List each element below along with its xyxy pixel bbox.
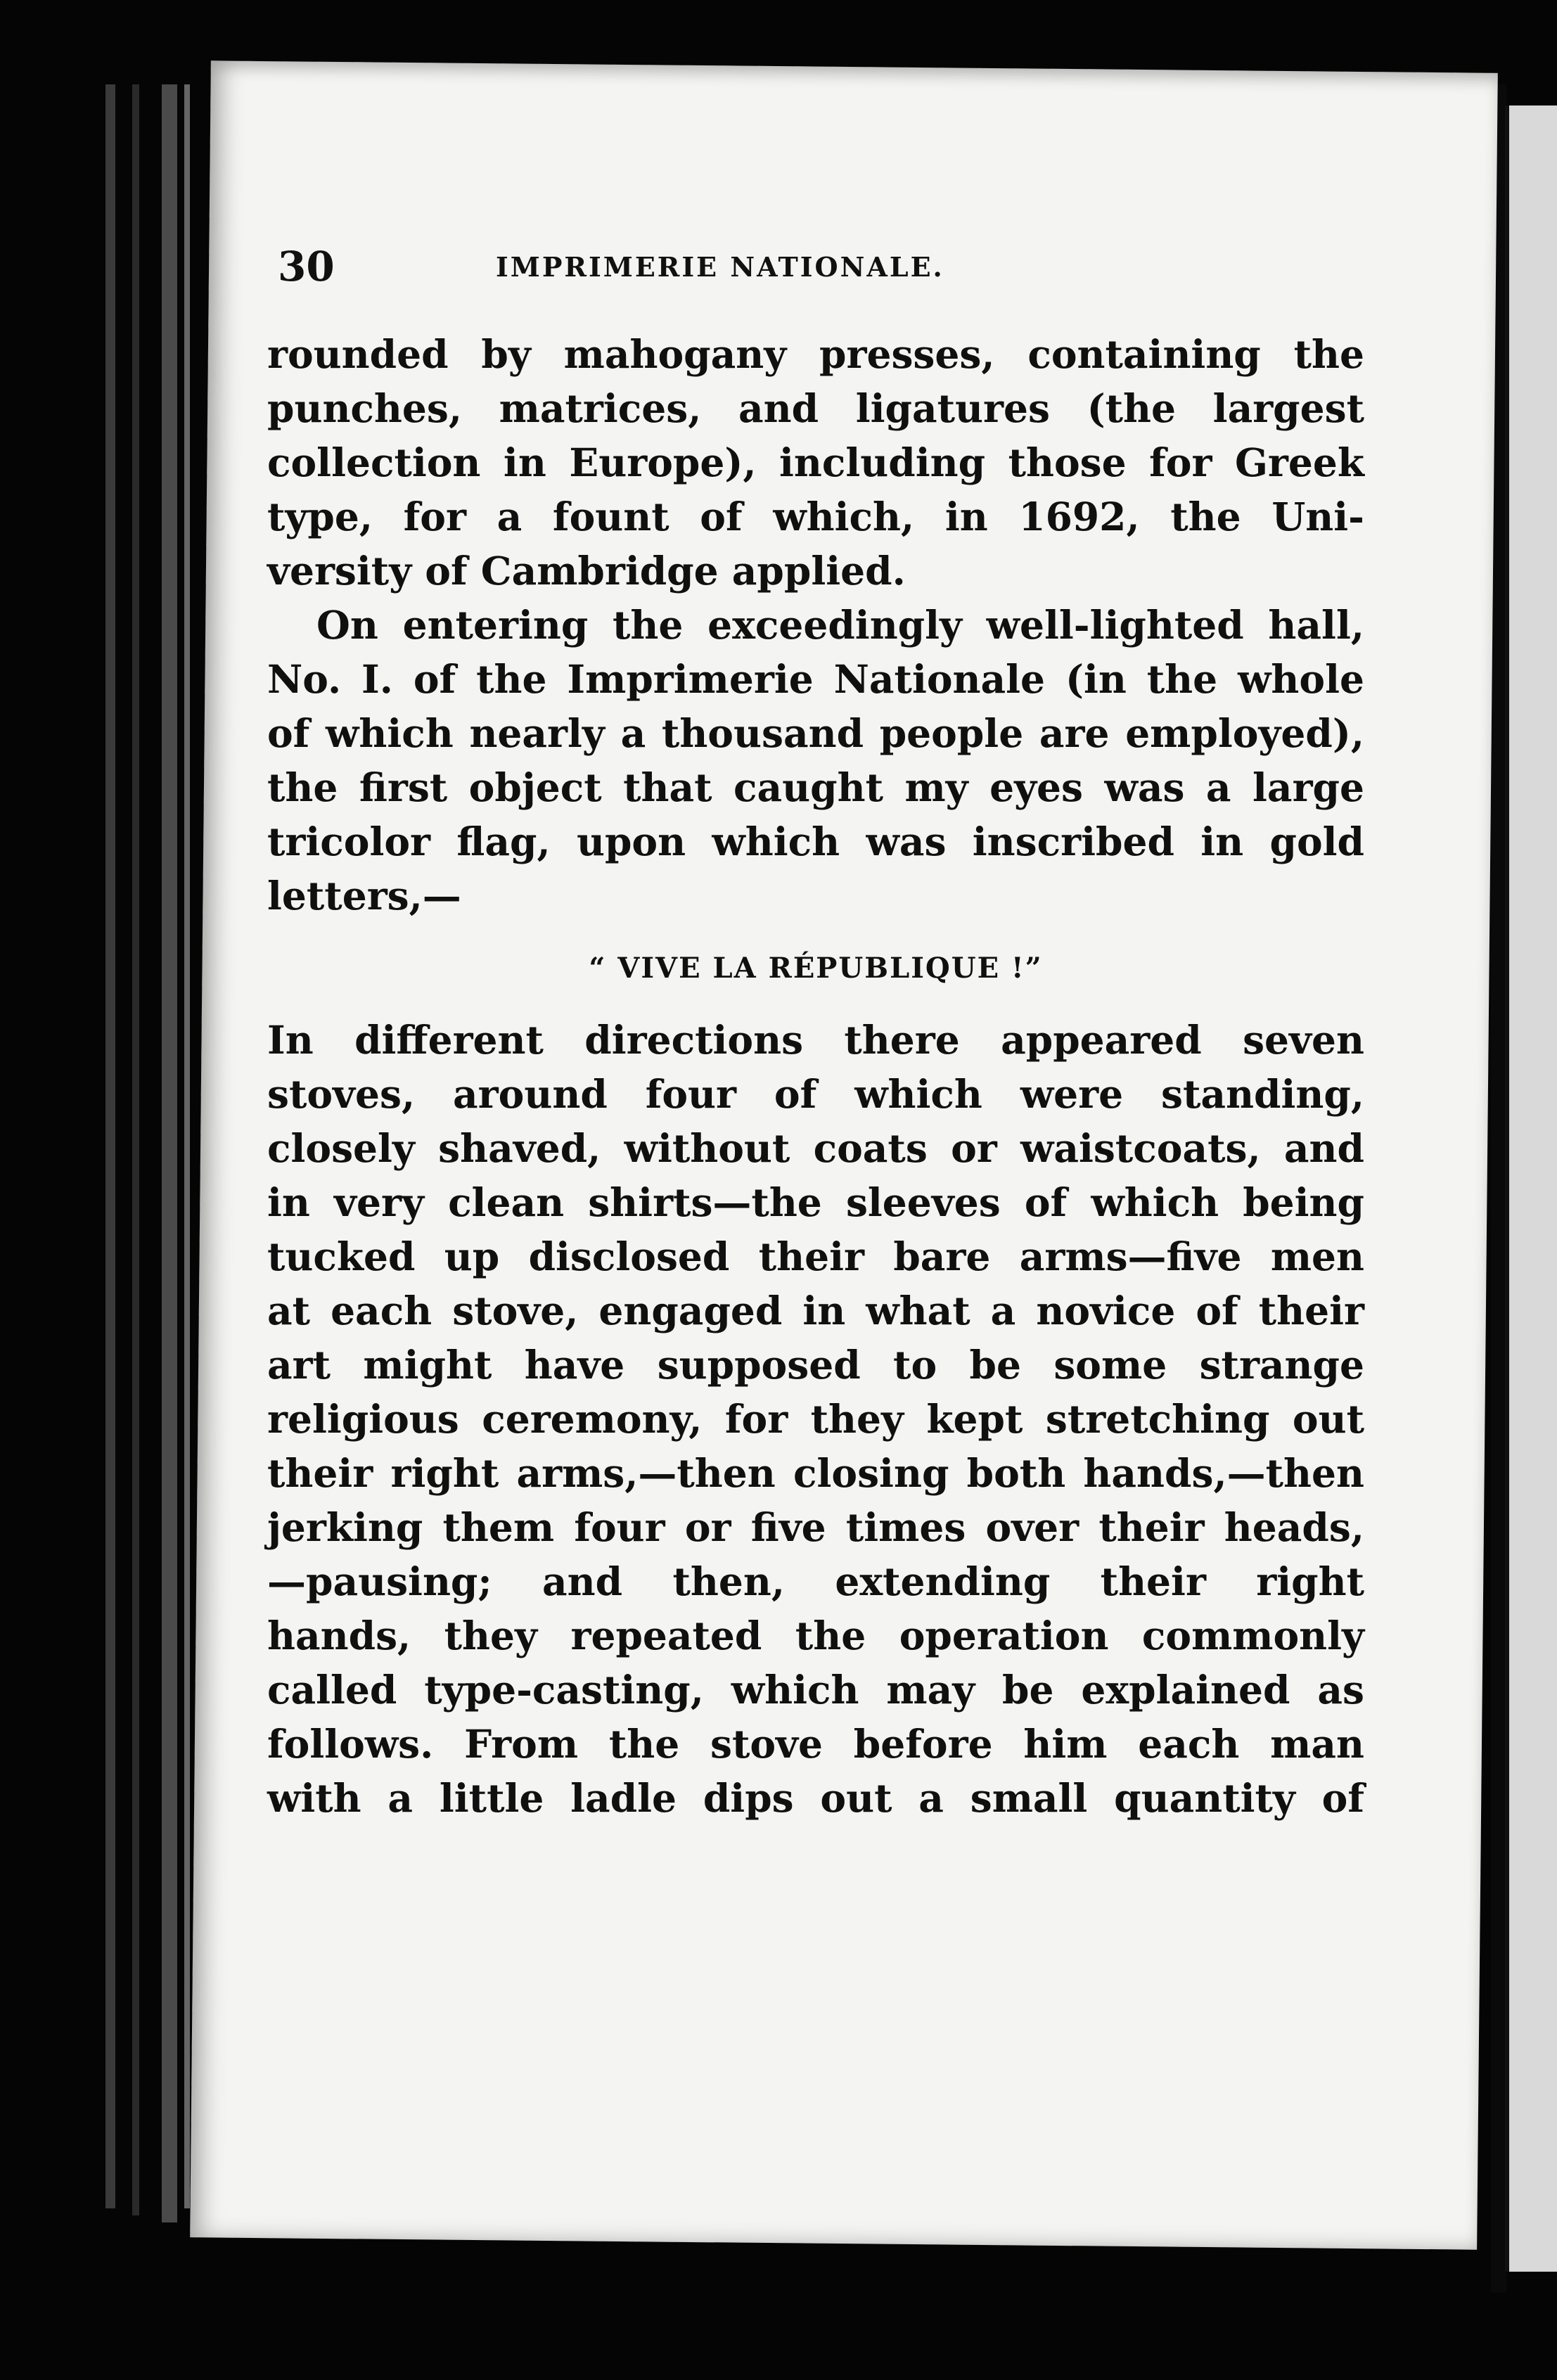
adjacent-page-edge bbox=[1505, 105, 1557, 2272]
text-line: in very clean shirts—the sleeves of which being bbox=[267, 1179, 1364, 1225]
text-line: follows. From the stove before him each man bbox=[267, 1721, 1364, 1767]
page-number: 30 bbox=[278, 243, 335, 290]
text-line: stoves, around four of which were standing, bbox=[267, 1071, 1364, 1117]
text-line: their right arms,—then closing both hands,—then bbox=[267, 1450, 1364, 1496]
text-line: with a little ladle dips out a small quantity of bbox=[267, 1775, 1364, 1821]
text-line: punches, matrices, and ligatures (the largest bbox=[267, 385, 1364, 431]
text-line: tricolor flag, upon which was inscribed in gold bbox=[267, 819, 1364, 864]
text-line: No. I. of the Imprimerie Nationale (in the whole bbox=[267, 656, 1364, 702]
motto: “ VIVE LA RÉPUBLIQUE !” bbox=[589, 952, 1043, 985]
text-line: closely shaved, without coats or waistcoats, and bbox=[267, 1125, 1364, 1171]
text-line: On entering the exceedingly well-lighted hall, bbox=[316, 602, 1364, 648]
text-line: of which nearly a thousand people are employed), bbox=[267, 710, 1364, 756]
text-line: the first object that caught my eyes was a large bbox=[267, 764, 1364, 810]
text-line: tucked up disclosed their bare arms—five men bbox=[267, 1234, 1364, 1279]
binding-edge bbox=[132, 84, 139, 2215]
text-line: religious ceremony, for they kept stretching out bbox=[267, 1396, 1364, 1442]
text-line: jerking them four or five times over their heads, bbox=[267, 1504, 1364, 1550]
text-line: —pausing; and then, extending their right bbox=[267, 1559, 1364, 1604]
text-line: rounded by mahogany presses, containing the bbox=[267, 331, 1364, 377]
body-text bbox=[267, 327, 1364, 1825]
text-line: type, for a fount of which, in 1692, the Uni- bbox=[267, 494, 1364, 539]
page-header bbox=[278, 243, 1143, 313]
binding-edge bbox=[184, 84, 190, 2208]
binding-edge bbox=[162, 84, 177, 2222]
binding-edge bbox=[105, 84, 115, 2208]
running-head: IMPRIMERIE NATIONALE. bbox=[496, 251, 944, 283]
text-line: called type-casting, which may be explained as bbox=[267, 1667, 1364, 1713]
text-line: collection in Europe), including those for Greek bbox=[267, 440, 1364, 485]
text-line: In different directions there appeared seven bbox=[267, 1017, 1364, 1063]
text-line: versity of Cambridge applied. bbox=[267, 548, 906, 594]
text-line: art might have supposed to be some strange bbox=[267, 1342, 1364, 1388]
text-line: hands, they repeated the operation commonly bbox=[267, 1613, 1364, 1658]
text-line: at each stove, engaged in what a novice of their bbox=[267, 1288, 1364, 1333]
text-line: letters,— bbox=[267, 873, 461, 919]
paragraph-spacer bbox=[267, 986, 1364, 1013]
